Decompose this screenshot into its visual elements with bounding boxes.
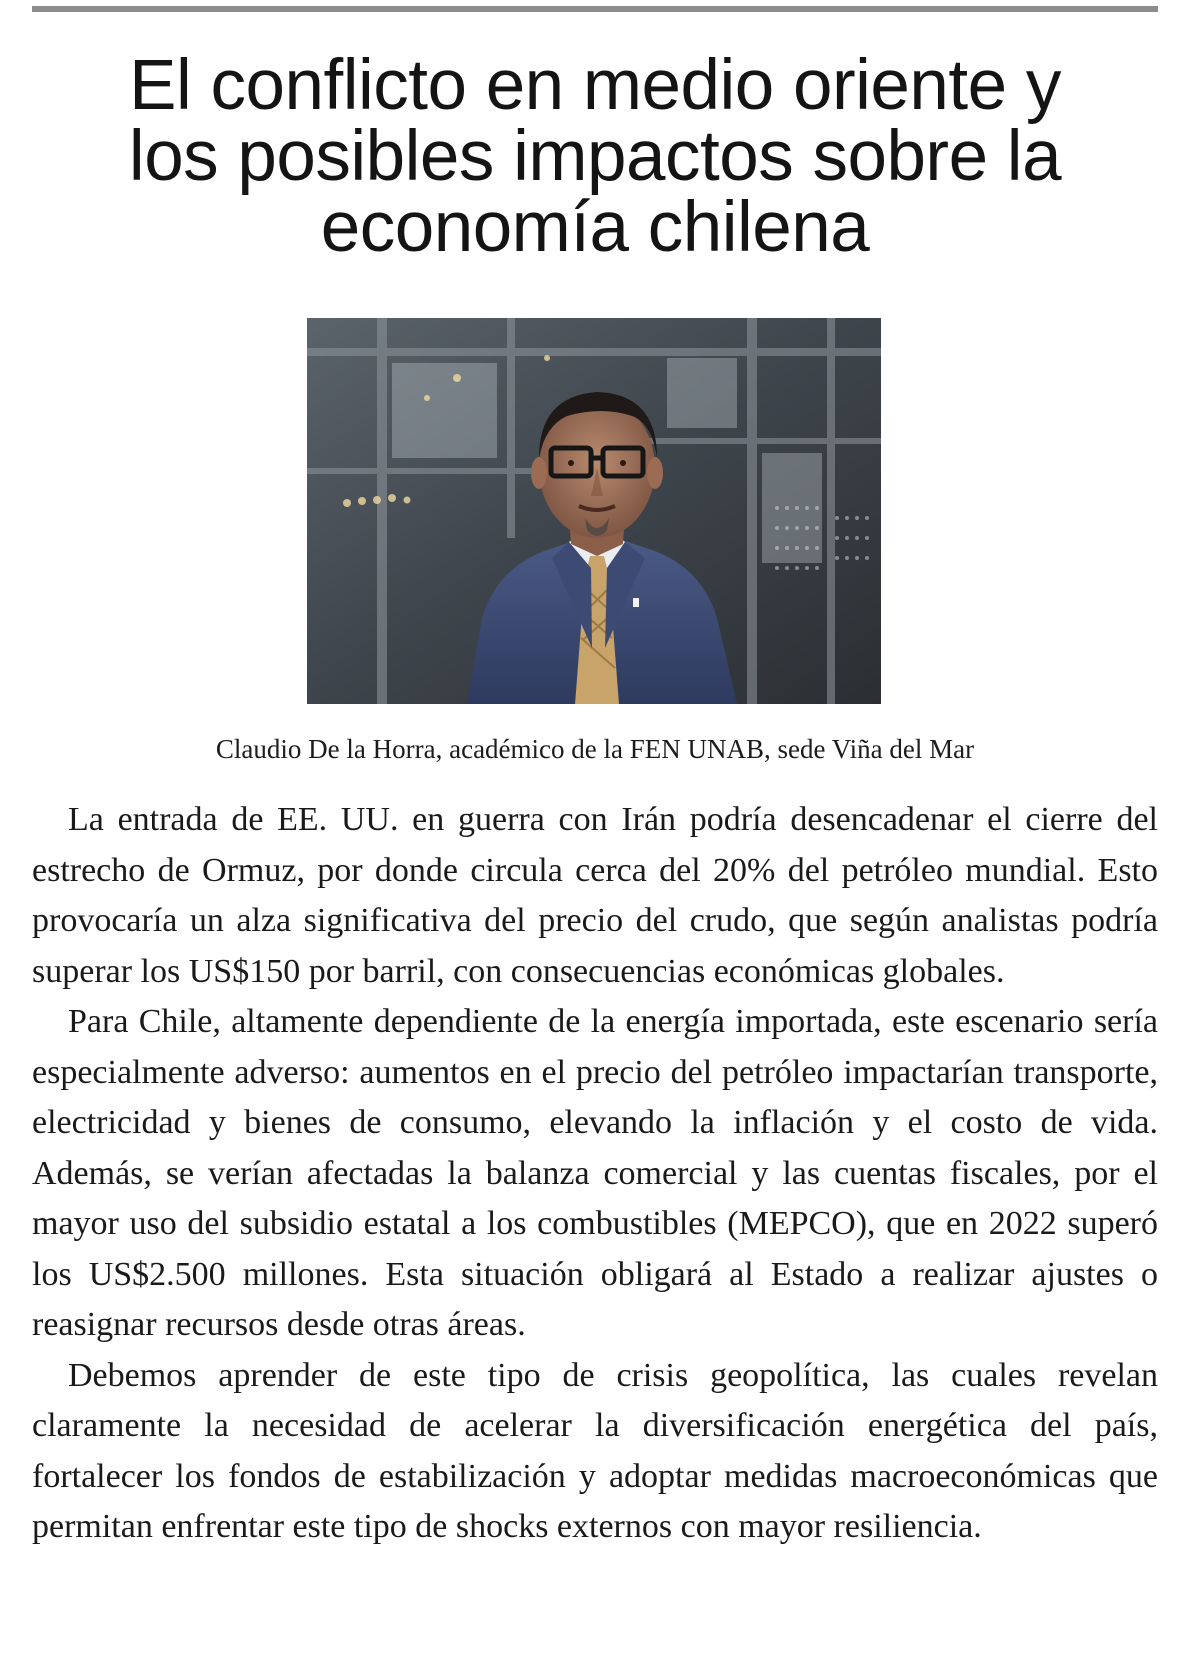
paragraph-2: Para Chile, altamente dependiente de la energía importada, este escenario sería especialmente adverso: aumentos en el precio del petróleo impactarían transporte, electricidad y bienes de consumo, elevando la inflación y el costo de vida. Además, se verían afectadas la balanza comercial y las cuentas fiscales, por el mayor uso del subsidio estatal a los combustibles (MEPCO), que en 2022 superó los US$2.500 millones. Esta situación obligará al Estado a realizar ajustes o reasignar recursos desde otras áreas. bbox=[32, 1003, 1158, 1343]
headline-line-2: los posibles impactos sobre la bbox=[128, 117, 1062, 196]
paragraph-1: La entrada de EE. UU. en guerra con Irán podría desencadenar el cierre del estrecho de Ormuz, por donde circula cerca del 20% del petróleo mundial. Esto provocaría un alza significativa del precio del crudo, que según analistas podría superar los US$150 por barril, con consecuencias económicas globales. bbox=[32, 801, 1158, 990]
headline bbox=[30, 46, 1160, 267]
photo-caption: Claudio De la Horra, académico de la FEN UNAB, sede Viña del Mar bbox=[215, 734, 975, 764]
portrait-photo bbox=[307, 318, 881, 704]
portrait-illustration bbox=[307, 318, 881, 704]
article-body bbox=[32, 795, 1158, 1553]
paragraph-3: Debemos aprender de este tipo de crisis geopolítica, las cuales revelan claramente la necesidad de acelerar la diversificación energética del país, fortalecer los fondos de estabilización y adoptar medidas macroeconómicas que permitan enfrentar este tipo de shocks externos con mayor resiliencia. bbox=[32, 1356, 1158, 1545]
headline-line-1: El conflicto en medio oriente y bbox=[129, 46, 1061, 125]
headline-line-3: economía chilena bbox=[320, 188, 870, 267]
top-rule bbox=[32, 6, 1158, 12]
